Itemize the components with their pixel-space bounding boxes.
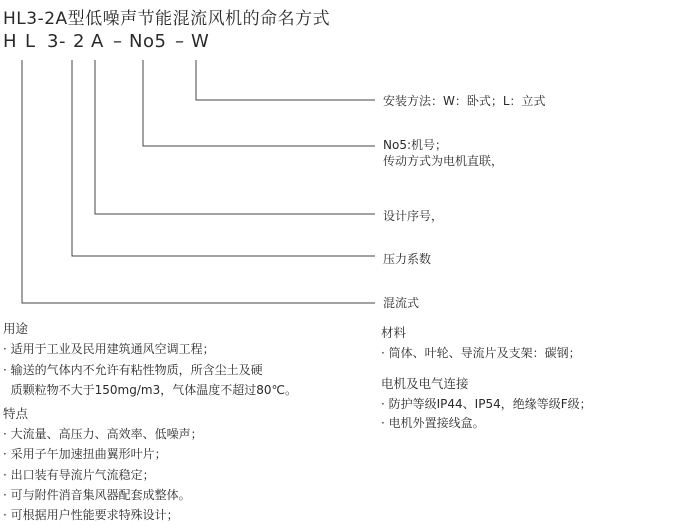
connector-mixed <box>22 60 375 303</box>
connector-pressure <box>72 60 375 256</box>
electrical-item-2: · 电机外置接线盒。 <box>381 416 485 430</box>
uses-item-1: · 适用于工业及民用建筑通风空调工程； <box>3 342 215 356</box>
label-no5-line1: No5:机号； <box>383 138 447 152</box>
code-part-2: 2 <box>73 31 85 52</box>
code-part-h: H <box>3 31 18 52</box>
features-heading: 特点 <box>3 406 29 421</box>
code-part-3: 3- <box>47 31 66 52</box>
label-mixed: 混流式 <box>383 296 420 310</box>
uses-item-3: 质颗粒物不大于150mg/m3，气体温度不超过80℃。 <box>3 383 297 397</box>
materials-item-1: · 筒体、叶轮、导流片及支架：碳钢； <box>381 346 581 360</box>
features-item-2: · 采用子午加速扭曲翼形叶片； <box>3 447 167 461</box>
features-item-5: · 可根据用户性能要求特殊设计； <box>3 508 179 522</box>
code-part-dash-2: – <box>175 31 185 52</box>
electrical-item-1: · 防护等级IP44、IP54，绝缘等级F级； <box>381 397 592 411</box>
features-item-1: · 大流量、高压力、高效率、低噪声； <box>3 427 203 441</box>
connector-no5 <box>143 60 375 146</box>
uses-heading: 用途 <box>3 321 29 336</box>
diagram-title: HL3-2A型低噪声节能混流风机的命名方式 <box>3 9 331 29</box>
label-install: 安装方法：W：卧式；L：立式 <box>383 94 546 108</box>
code-part-a: A <box>91 31 104 52</box>
materials-heading: 材料 <box>381 325 407 340</box>
label-pressure: 压力系数 <box>383 252 432 266</box>
connector-install <box>196 60 375 100</box>
code-part-l: L <box>25 31 36 52</box>
code-part-no5: No5 <box>129 31 167 52</box>
electrical-heading: 电机及电气连接 <box>381 376 469 391</box>
uses-item-2: · 输送的气体内不允许有粘性物质，所含尘土及硬 <box>3 363 263 377</box>
connector-design <box>95 60 375 214</box>
label-design: 设计序号， <box>383 209 444 223</box>
code-part-w: W <box>191 31 210 52</box>
label-no5-line2: 传动方式为电机直联， <box>383 154 504 168</box>
features-item-4: · 可与附件消音集风器配套成整体。 <box>3 488 191 502</box>
features-item-3: · 出口装有导流片气流稳定； <box>3 468 155 482</box>
code-part-dash-1: – <box>113 31 123 52</box>
